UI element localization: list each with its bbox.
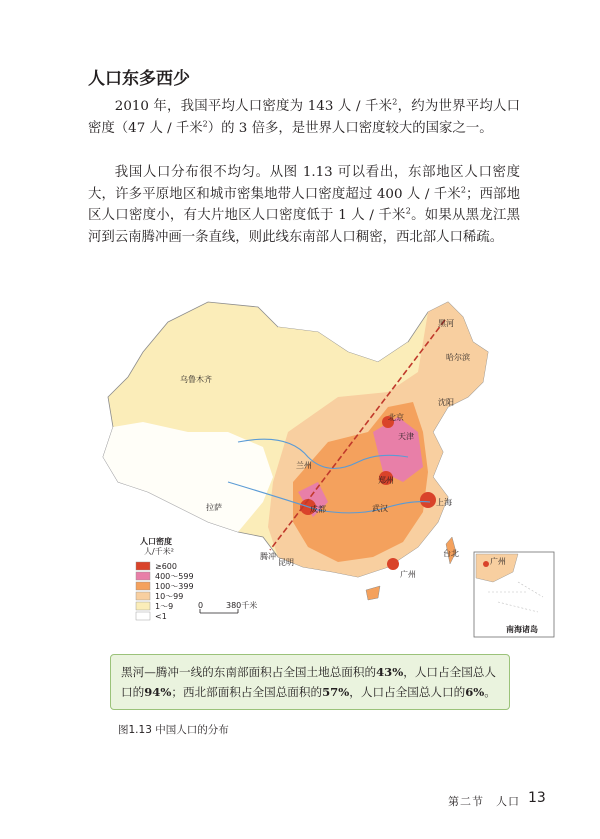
legend-swatch-6 (136, 612, 150, 620)
city-label-harbin: 哈尔滨 (446, 353, 470, 362)
city-label-chengdu: 成都 (310, 505, 326, 514)
inset-label: 南海诸岛 (506, 625, 538, 634)
footer-page-number: 13 (528, 790, 546, 806)
legend-swatch-2 (136, 572, 150, 580)
city-label-kunming: 昆明 (278, 558, 294, 567)
city-label-taibei: 台北 (443, 549, 459, 558)
legend-swatch-5 (136, 602, 150, 610)
population-density-map (88, 282, 558, 642)
legend-swatch-3 (136, 582, 150, 590)
legend-label-2: 400～599 (155, 572, 194, 581)
paragraph-density: 2010 年，我国平均人口密度为 143 人 / 千米$^2$，约为世界平均人口密度（47 人 / 千米$^2$）的 3 倍多，是世界人口密度较大的国家之一。 (88, 97, 520, 136)
scale-label: 380千米 (226, 601, 258, 610)
city-label-zhengzhou: 郑州 (378, 476, 394, 485)
map-hainan (366, 586, 380, 600)
city-label-beijing: 北京 (388, 413, 404, 422)
section-heading: 人口东多西少 (88, 69, 190, 89)
map-scale-bar (198, 600, 257, 613)
city-label-lanzhou: 兰州 (296, 461, 312, 470)
legend-swatch-1 (136, 562, 150, 570)
city-label-urumqi: 乌鲁木齐 (180, 375, 212, 384)
legend-title: 人口密度 (140, 537, 172, 546)
inset-city-guangzhou: 广州 (490, 557, 506, 566)
city-label-wuhan: 武汉 (372, 504, 388, 513)
city-label-heihe: 黑河 (438, 319, 454, 328)
legend-label-4: 10～99 (155, 592, 184, 601)
footer-section: 第二节 人口 (448, 795, 520, 808)
city-label-guangzhou: 广州 (400, 570, 416, 579)
city-label-tengchong: 腾冲 (260, 552, 276, 561)
map-hotspot-shanghai (420, 492, 436, 508)
legend-label-1: ≥600 (155, 562, 177, 571)
city-label-shenyang: 沈阳 (438, 398, 454, 407)
paragraph-distribution: 我国人口分布很不均匀。从图 1.13 可以看出，东部地区人口密度大，许多平原地区和城市密集地带人口密度超过 400 人 / 千米$^2$；西部地区人口密度小，有大片地区人口密度低于 1 人 / 千米$^2$。如果从黑龙江黑河到云南腾冲画一条直线，则此线东南部人口稠密，西北部人口稀疏。 (88, 165, 521, 245)
city-label-tianjin: 天津 (398, 432, 414, 441)
statistics-note-box: 黑河—腾冲一线的东南部面积占全国土地总面积的43%，人口占全国总人口的94%；西北部面积占全国总面积的57%，人口占全国总人口的6%。 (110, 654, 510, 710)
map-hotspot-guangzhou (387, 558, 399, 570)
map-legend (136, 536, 194, 621)
legend-swatch-4 (136, 592, 150, 600)
legend-label-5: 1～9 (155, 602, 174, 611)
south-china-sea-inset (474, 552, 554, 637)
legend-unit: 人/千米² (144, 547, 174, 556)
legend-label-3: 100～399 (155, 582, 194, 591)
scale-zero: 0 (198, 601, 204, 610)
legend-label-6: <1 (155, 612, 167, 621)
city-label-lhasa: 拉萨 (206, 503, 222, 512)
figure-caption: 图1.13 中国人口的分布 (118, 724, 229, 736)
city-label-shanghai: 上海 (436, 498, 452, 507)
